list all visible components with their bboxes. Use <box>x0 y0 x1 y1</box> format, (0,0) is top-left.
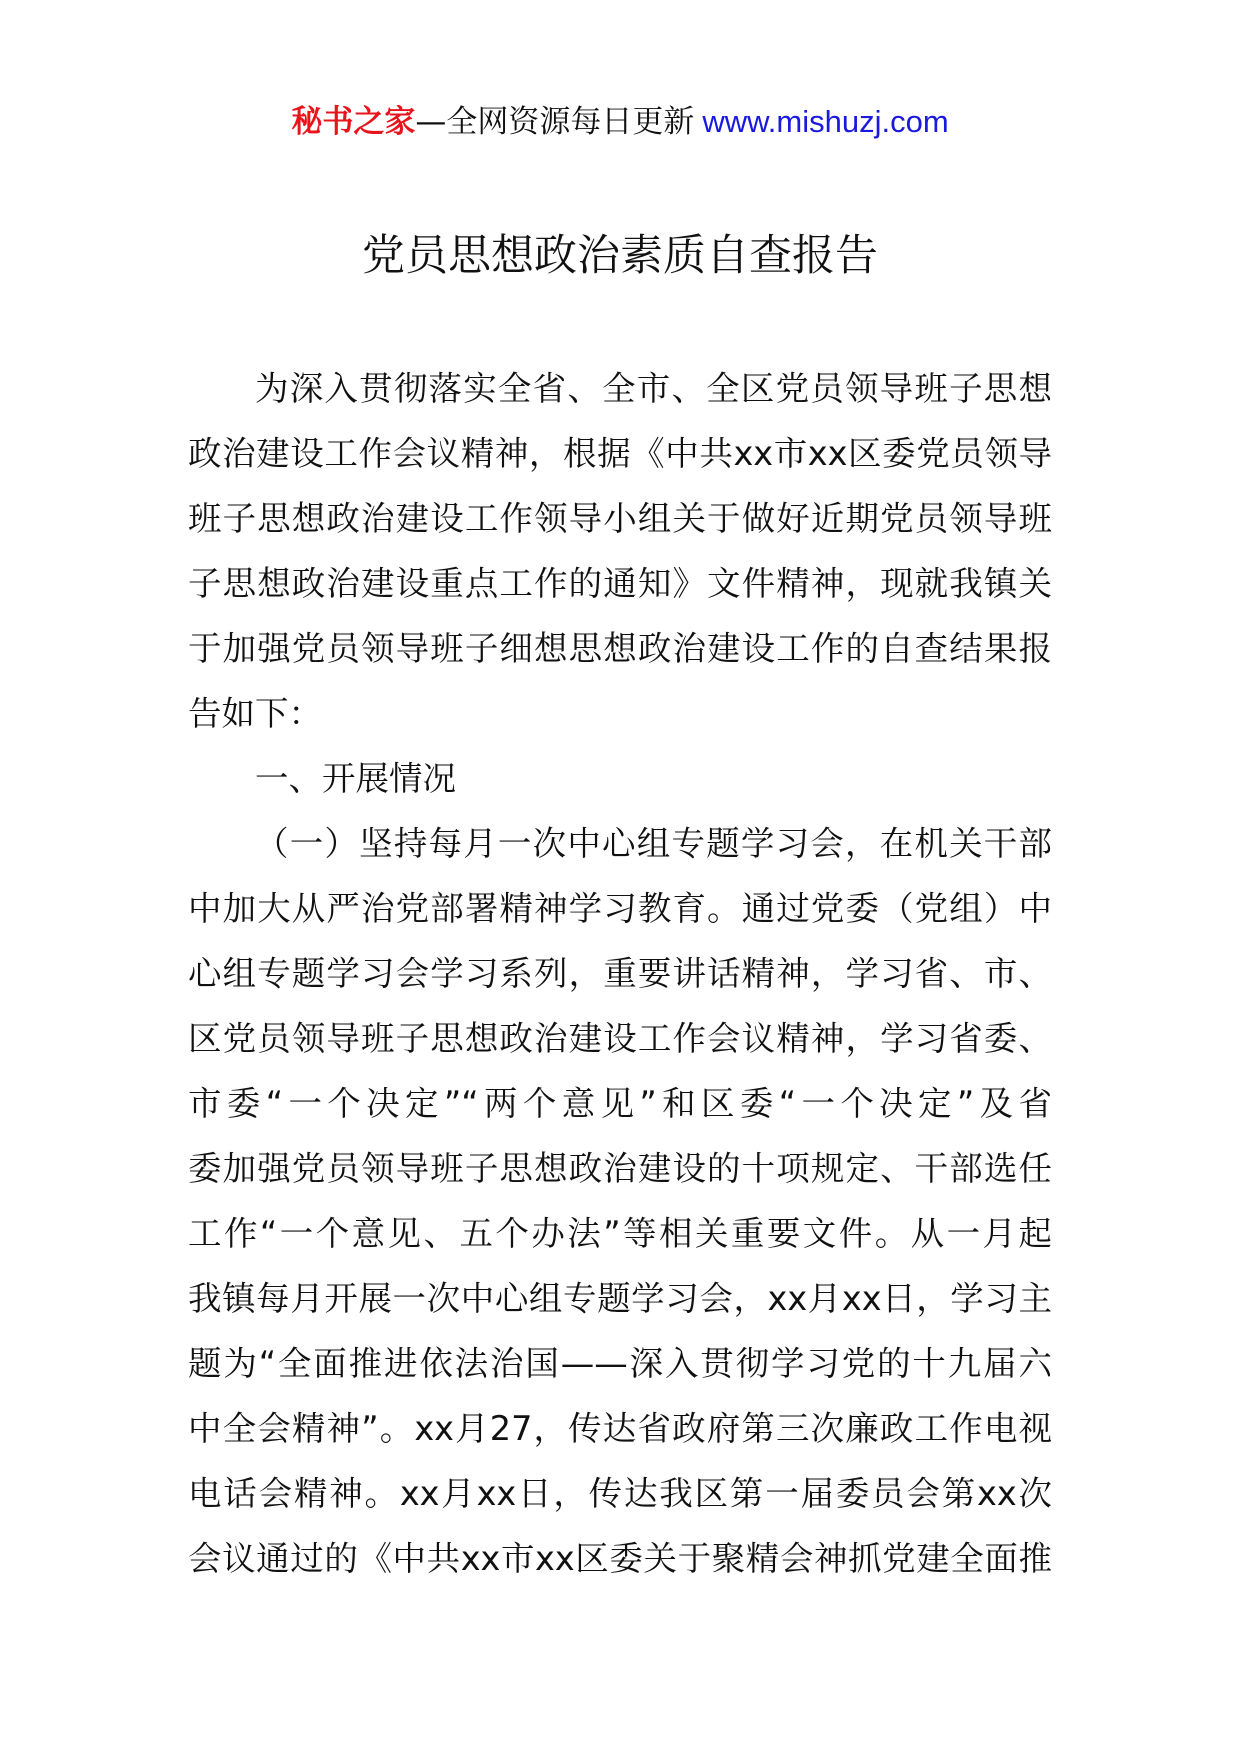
document-title: 党员思想政治素质自查报告 <box>362 231 878 281</box>
body-line: 市委“一个决定”“两个意见”和区委“一个决定”及省 <box>188 1084 1052 1123</box>
header-dash: — <box>415 104 447 140</box>
body-line: 政治建设工作会议精神，根据《中共xx市xx区委党员领导 <box>188 434 1052 473</box>
body-line: 中加大从严治党部署精神学习教育。通过党委（党组）中 <box>188 889 1052 928</box>
body-line: 我镇每月开展一次中心组专题学习会，xx月xx日，学习主 <box>188 1279 1052 1318</box>
body-line: 于加强党员领导班子细想思想政治建设工作的自查结果报 <box>188 629 1052 668</box>
document-body <box>188 356 1052 1591</box>
body-line: （一）坚持每月一次中心组专题学习会，在机关干部 <box>255 824 1052 863</box>
body-line: 心组专题学习会学习系列，重要讲话精神，学习省、市、 <box>188 954 1052 993</box>
site-header <box>0 100 1240 144</box>
body-line: 子思想政治建设重点工作的通知》文件精神，现就我镇关 <box>188 564 1052 603</box>
body-line: 为深入贯彻落实全省、全市、全区党员领导班子思想 <box>255 369 1052 408</box>
body-line: 告如下： <box>188 694 322 733</box>
body-line: 会议通过的《中共xx市xx区委关于聚精会神抓党建全面推 <box>188 1539 1052 1578</box>
body-line: 工作“一个意见、五个办法”等相关重要文件。从一月起 <box>188 1214 1052 1253</box>
body-line: 电话会精神。xx月xx日，传达我区第一届委员会第xx次 <box>188 1474 1052 1513</box>
brand-name: 秘书之家 <box>291 104 416 140</box>
body-line: 委加强党员领导班子思想政治建设的十项规定、干部选任 <box>188 1149 1052 1188</box>
body-line: 中全会精神”。xx月27，传达省政府第三次廉政工作电视 <box>188 1409 1052 1448</box>
body-line: 题为“全面推进依法治国——深入贯彻学习党的十九届六 <box>188 1344 1052 1383</box>
body-line: 区党员领导班子思想政治建设工作会议精神，学习省委、 <box>188 1019 1052 1058</box>
body-line: 班子思想政治建设工作领导小组关于做好近期党员领导班 <box>188 499 1052 538</box>
site-url[interactable]: www.mishuzj.com <box>702 104 949 139</box>
body-line: 一、开展情况 <box>255 759 456 798</box>
header-tagline: 全网资源每日更新 <box>446 104 695 140</box>
